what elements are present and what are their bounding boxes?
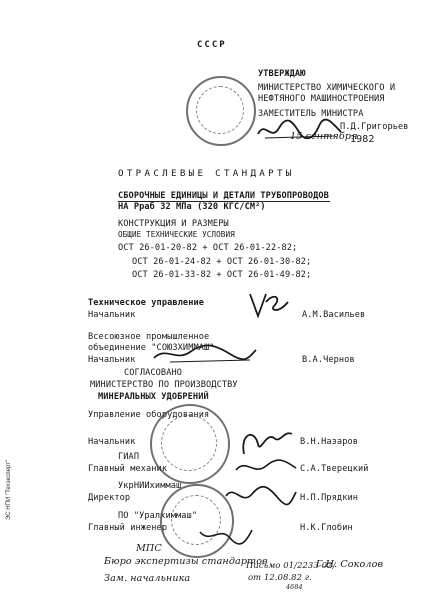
signatory1-signature [244,288,294,322]
signatory2-name: В.А.Чернов [302,355,355,365]
lower4-position: Главный инженер [88,523,168,533]
hand-letter-date: от 12.08.82 г. [248,572,312,582]
approval-stamp-word: УТВЕРЖДАЮ [258,69,306,79]
approval-year: 1982 [350,134,375,145]
lower1-name: В.Н.Назаров [300,437,359,447]
standard-range-1: ОСТ 26-01-20-82 + ОСТ 26-01-22-82; [118,243,298,253]
lower3-position: Директор [88,493,131,503]
approval-seal [186,76,256,146]
agreed-dept: Управление оборудования [88,410,210,420]
hand-letter-num: 4684 [286,583,303,591]
side-watermark-note: ЭС НПИ "Техэксперт" [6,459,12,520]
hand-line3: Зам. начальника [104,573,191,584]
document-title: ОТРАСЛЕВЫЕ СТАНДАРТЫ [118,168,295,179]
subject-line4: ОБЩИЕ ТЕХНИЧЕСКИЕ УСЛОВИЯ [118,230,235,239]
agreed-line2: МИНЕРАЛЬНЫХ УДОБРЕНИЙ [98,392,209,402]
signatory1-position: Начальник [88,310,136,320]
lower3-org: УкрНИИхиммаш [118,481,182,491]
approval-line2: НЕФТЯНОГО МАШИНОСТРОЕНИЯ [258,94,385,104]
subject-line1: СБОРОЧНЫЕ ЕДИНИЦЫ И ДЕТАЛИ ТРУБОПРОВОДОВ [118,191,329,201]
hand-line1: МПС [136,543,162,554]
hand-line2: Бюро экспертизы стандартов [104,556,268,567]
standard-range-3: ОСТ 26-01-33-82 + ОСТ 26-01-49-82; [132,270,312,280]
lower4-signature [196,524,256,546]
approval-signer: П.Д.Григорьев [340,122,409,132]
signatory2-position: Начальник [88,355,136,365]
signatory2-org: Всесоюзное промышленное [88,332,210,342]
hand-signer: Г.Н. Соколов [316,559,384,570]
approval-date-handwritten: 15 сентября [290,131,358,142]
lower3-signature [222,484,298,508]
hand-letter: Письмо 01/2233-02/ [246,560,336,570]
lower2-org: ГИАП [118,452,140,462]
signatory2-org-line2: объединение "СОЮЗХИММАШ" [88,343,215,353]
approval-line1: МИНИСТЕРСТВО ХИМИЧЕСКОГО И [258,83,396,93]
standard-range-2: ОСТ 26-01-24-82 + ОСТ 26-01-30-82; [132,257,312,267]
signatory2-signature [150,340,260,368]
agreed-line1: МИНИСТЕРСТВО ПО ПРОИЗВОДСТВУ [90,380,238,390]
lower2-position: Главный механик [88,464,168,474]
subject-line3: КОНСТРУКЦИЯ И РАЗМЕРЫ [118,219,229,229]
approval-signature [255,118,345,144]
subject-line2: НА Pраб 32 МПа (320 КГС/СМ²) [118,202,266,212]
lower2-signature [232,456,300,478]
agreed-word: СОГЛАСОВАНО [124,368,183,378]
country-header: СССР [197,40,227,50]
signatory1-org: Техническое управление [88,298,205,308]
lower1-position: Начальник [88,437,136,447]
agreed-seal [150,404,230,484]
lower2-name: С.А.Тверецкий [300,464,369,474]
lower3-name: Н.П.Прядкин [300,493,359,503]
signatory1-name: А.М.Васильев [302,310,366,320]
lower4-org: ПО "Уралхиммаш" [118,511,198,521]
approval-line3: ЗАМЕСТИТЕЛЬ МИНИСТРА [258,109,364,119]
lower4-name: Н.К.Глобин [300,523,353,533]
